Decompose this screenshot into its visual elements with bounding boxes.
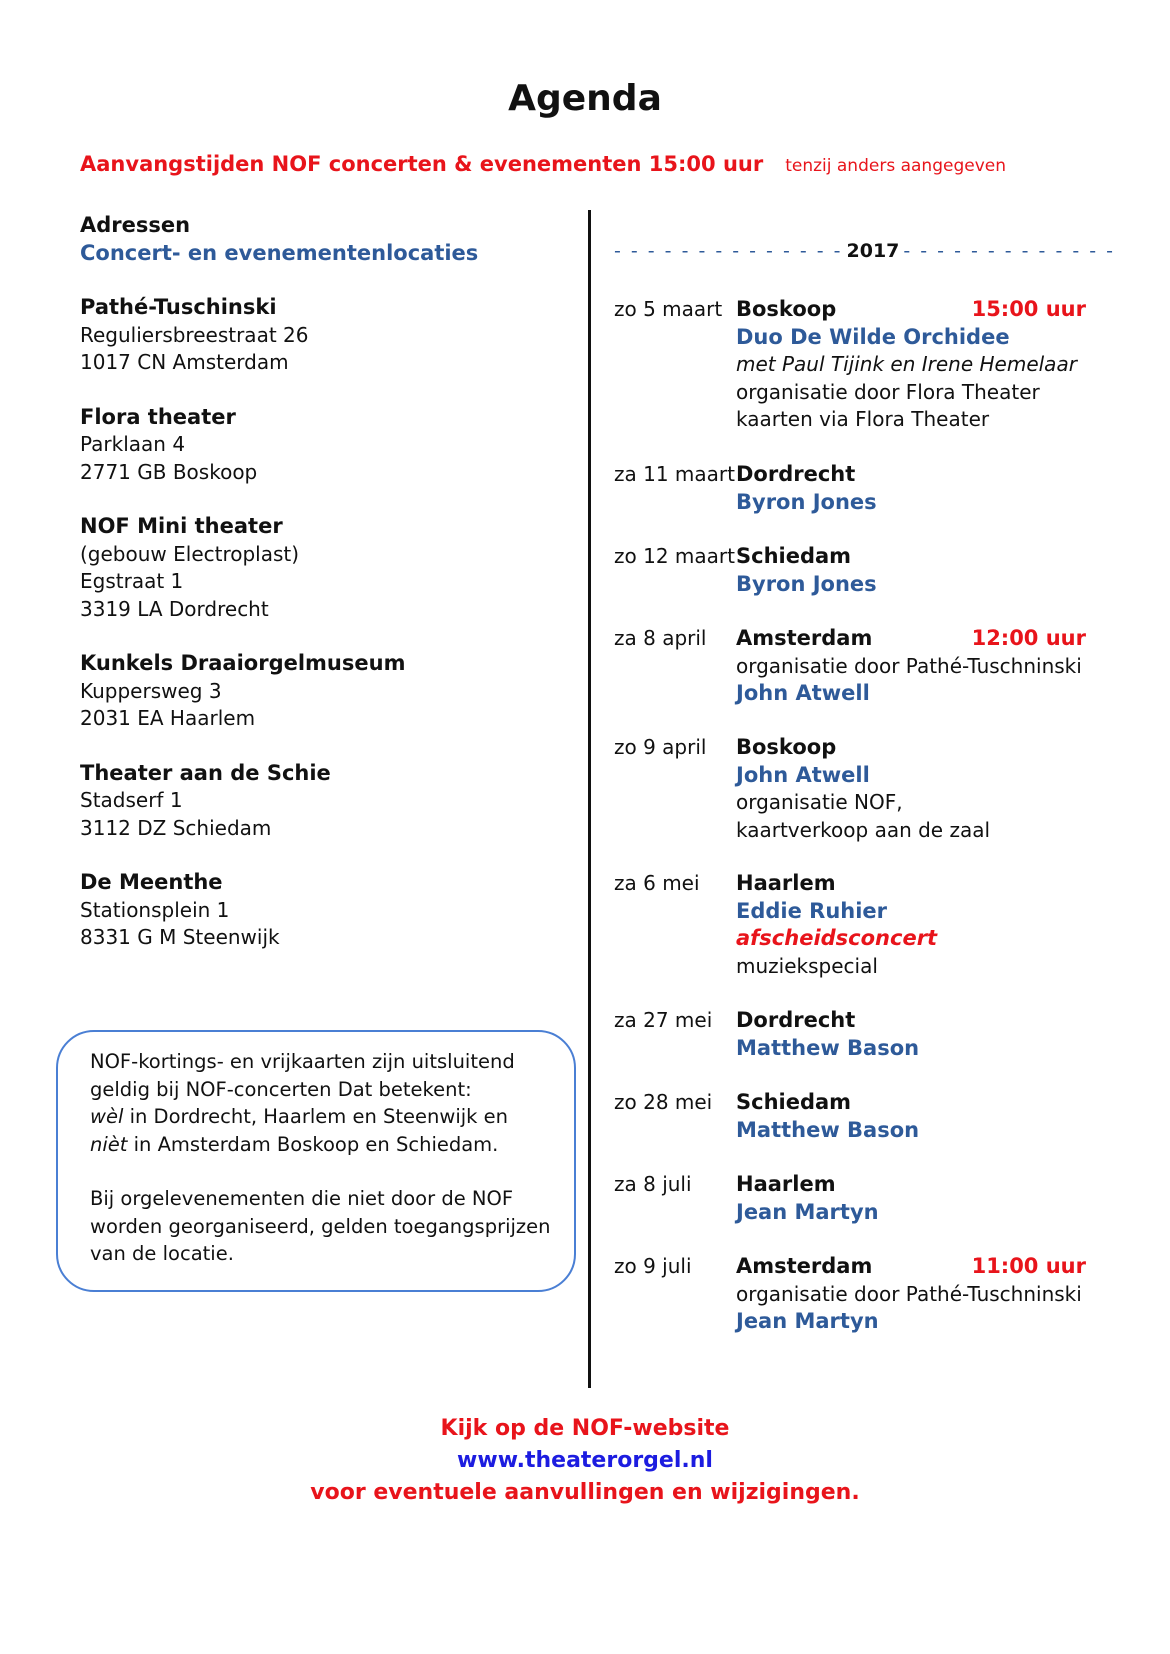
event-date: zo 9 juli	[614, 1254, 692, 1278]
discount-note-box	[56, 1030, 576, 1292]
addresses-column	[80, 212, 550, 979]
venue-line: Stadserf 1	[80, 788, 183, 812]
event-artist: Jean Martyn	[736, 1199, 879, 1224]
venue-name: Theater aan de Schie	[80, 760, 331, 785]
event-item	[614, 1171, 1084, 1231]
event-item	[614, 1089, 1084, 1149]
venue-line: 3112 DZ Schiedam	[80, 815, 272, 840]
venue-line: Parklaan 4	[80, 432, 186, 456]
venue-line: 3319 LA Dordrecht	[80, 596, 269, 621]
event-place: Boskoop	[736, 735, 837, 759]
venue	[80, 294, 550, 377]
event-date: za 11 maart	[614, 462, 735, 486]
venue-name: Flora theater	[80, 404, 236, 429]
venue-line: Kuppersweg 3	[80, 678, 222, 703]
event-place: Amsterdam	[736, 626, 873, 650]
event-item	[614, 1253, 1084, 1343]
venue	[80, 513, 550, 623]
start-times-notice	[80, 152, 1006, 176]
venue-line: Egstraat 1	[80, 569, 184, 593]
start-times-main: Aanvangstijden NOF concerten & evenementen 15:00 uur	[80, 152, 764, 176]
venue-line: 2031 EA Haarlem	[80, 706, 256, 730]
venue-name: Pathé-Tuschinski	[80, 295, 277, 319]
venue-line: (gebouw Electroplast)	[80, 541, 300, 566]
event-date: zo 5 maart	[614, 297, 723, 321]
venue	[80, 760, 550, 843]
venue-name: NOF Mini theater	[80, 514, 283, 538]
event-artist: Byron Jones	[736, 571, 877, 596]
event-date: zo 28 mei	[614, 1090, 713, 1114]
event-detail: kaarten via Flora Theater	[736, 407, 990, 431]
venue	[80, 869, 550, 952]
event-place: Amsterdam	[736, 1254, 873, 1278]
event-place: Schiedam	[736, 1090, 852, 1114]
event-artist: John Atwell	[736, 681, 870, 705]
event-item	[614, 1007, 1084, 1067]
event-artist: Duo De Wilde Orchidee	[736, 324, 1010, 349]
event-artist: Eddie Ruhier	[736, 898, 888, 923]
event-item	[614, 734, 1084, 849]
event-item	[614, 625, 1084, 715]
footer-line-1: Kijk op de NOF-website	[440, 1416, 730, 1441]
event-item	[614, 461, 1084, 521]
event-place: Dordrecht	[736, 462, 856, 486]
venue-name: Kunkels Draaiorgelmuseum	[80, 651, 406, 675]
event-artist: Jean Martyn	[736, 1309, 879, 1333]
year-separator: - - - - - - - - - - - - - - 2017 - - - - - - - - - - - - -	[614, 240, 1115, 262]
event-detail: organisatie door Pathé-Tuschninski	[736, 653, 1082, 678]
page-title: Agenda	[508, 78, 662, 119]
venue-line: 1017 CN Amsterdam	[80, 350, 289, 374]
event-artist: Byron Jones	[736, 489, 877, 514]
event-time: 12:00 uur	[971, 626, 1086, 650]
venue-name: De Meenthe	[80, 870, 223, 894]
event-performers: met Paul Tijink en Irene Hemelaar	[736, 352, 1077, 376]
note-paragraph: NOF-kortings- en vrijkaarten zijn uitsluitend geldig bij NOF-concerten Dat betekent: wèl in Dordrecht, Haarlem en Steenwijk en nièt in Amsterdam Boskoop en Schiedam.	[90, 1050, 515, 1156]
start-times-note: tenzij anders aangegeven	[785, 156, 1006, 176]
event-detail: kaartverkoop aan de zaal	[736, 817, 991, 842]
footer-line-3: voor eventuele aanvullingen en wijzigingen.	[310, 1480, 860, 1505]
event-place: Haarlem	[736, 871, 836, 895]
event-date: zo 12 maart	[614, 544, 735, 568]
event-detail: muziekspecial	[736, 953, 878, 978]
event-place: Haarlem	[736, 1172, 836, 1196]
venue-line: 2771 GB Boskoop	[80, 459, 258, 484]
event-detail: organisatie NOF,	[736, 790, 903, 814]
event-place: Schiedam	[736, 544, 852, 568]
venue-line: 8331 G M Steenwijk	[80, 925, 280, 949]
event-item	[614, 543, 1084, 603]
event-detail: organisatie door Pathé-Tuschninski	[736, 1281, 1082, 1306]
event-special: afscheidsconcert	[736, 926, 938, 950]
year-label: 2017	[846, 240, 900, 262]
venue	[80, 404, 550, 487]
addresses-heading: Adressen	[80, 213, 191, 237]
event-artist: Matthew Bason	[736, 1117, 920, 1142]
event-date: za 27 mei	[614, 1008, 713, 1032]
event-time: 15:00 uur	[971, 297, 1086, 321]
venue-line: Reguliersbreestraat 26	[80, 322, 309, 347]
venue	[80, 650, 550, 733]
note-paragraph: Bij orgelevenementen die niet door de NOF worden georganiseerd, gelden toegangsprijzen van de locatie.	[90, 1187, 551, 1265]
event-detail: organisatie door Flora Theater	[736, 379, 1040, 404]
event-date: za 8 april	[614, 626, 707, 650]
event-artist: Matthew Bason	[736, 1035, 920, 1060]
event-item	[614, 296, 1084, 436]
event-item	[614, 870, 1084, 985]
event-date: za 8 juli	[614, 1172, 692, 1196]
event-time: 11:00 uur	[971, 1254, 1086, 1278]
event-date: zo 9 april	[614, 735, 707, 759]
addresses-subheading: Concert- en evenementenlocaties	[80, 240, 479, 265]
event-place: Boskoop	[736, 297, 837, 321]
event-artist: John Atwell	[736, 762, 870, 787]
event-place: Dordrecht	[736, 1008, 856, 1032]
venue-line: Stationsplein 1	[80, 897, 230, 922]
website-link[interactable]: www.theaterorgel.nl	[457, 1448, 713, 1473]
column-divider	[588, 210, 591, 1388]
event-date: za 6 mei	[614, 871, 700, 895]
